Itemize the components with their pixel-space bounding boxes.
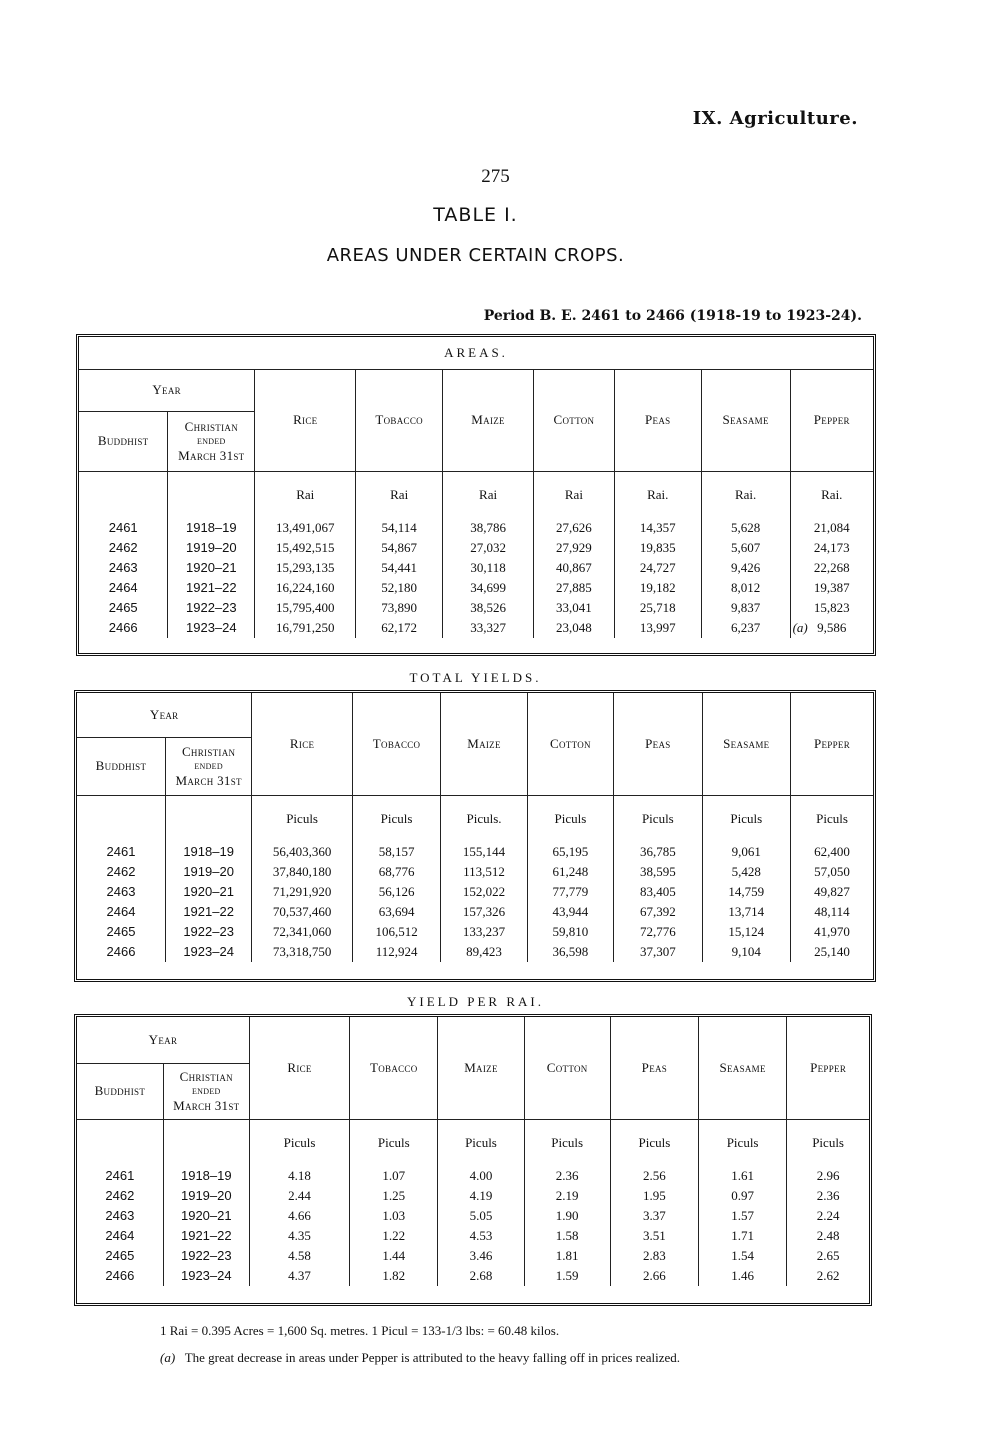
unit-cell: Piculs: [249, 1119, 349, 1166]
table-row: [77, 1206, 869, 1226]
table-subtitle: AREAS UNDER CERTAIN CROPS.: [326, 245, 625, 266]
value-cell: 4.19: [438, 1186, 524, 1206]
table-row: [77, 1186, 869, 1206]
value-cell: 89,423: [441, 942, 527, 962]
buddhist-year-cell: 2463: [79, 558, 168, 578]
value-cell: 3.51: [610, 1226, 698, 1246]
buddhist-year-cell: 2466: [77, 942, 165, 962]
value-cell: 2.36: [524, 1166, 610, 1186]
value-cell: 21,084: [813, 519, 850, 535]
value-cell: 112,924: [352, 942, 440, 962]
unit-cell: Piculs: [350, 1119, 438, 1166]
christian-header: [165, 737, 251, 795]
crop-header-rice: Rice: [252, 693, 353, 795]
christian-year-cell: 1923–24: [165, 942, 251, 962]
value-cell: 24,173: [813, 539, 850, 555]
buddhist-year-cell: 2466: [77, 1266, 163, 1286]
value-cell: 4.37: [249, 1266, 349, 1286]
value-cell: 6,237: [701, 618, 790, 638]
value-cell: 70,537,460: [252, 902, 353, 922]
christian-year-cell: 1918–19: [168, 518, 255, 538]
value-cell: 65,195: [527, 842, 613, 862]
crop-header-tobacco: Tobacco: [356, 369, 443, 471]
value-cell: 15,293,135: [255, 558, 356, 578]
value-cell: 3.46: [438, 1246, 524, 1266]
value-cell: 1.03: [350, 1206, 438, 1226]
yields-heading: TOTAL YIELDS.: [409, 670, 542, 685]
value-cell: 2.83: [610, 1246, 698, 1266]
value-cell: 57,050: [814, 863, 850, 879]
value-cell: 72,341,060: [252, 922, 353, 942]
value-cell: 1.82: [350, 1266, 438, 1286]
value-cell: 1.95: [610, 1186, 698, 1206]
buddhist-year-cell: 2464: [77, 902, 165, 922]
value-cell: 2.44: [249, 1186, 349, 1206]
value-cell: 15,492,515: [255, 538, 356, 558]
value-cell: 0.97: [699, 1186, 787, 1206]
buddhist-year-cell: 2461: [77, 842, 165, 862]
unit-cell: Piculs.: [441, 795, 527, 842]
buddhist-year-cell: 2461: [79, 518, 168, 538]
value-cell: 1.81: [524, 1246, 610, 1266]
year-header: Year: [77, 1017, 249, 1063]
christian-year-cell: 1920–21: [163, 1206, 249, 1226]
christian-header-line3: March 31st: [178, 447, 245, 463]
table-row: [79, 618, 873, 638]
table-row: [77, 942, 873, 962]
value-cell: 54,441: [356, 558, 443, 578]
value-cell: 56,403,360: [252, 842, 353, 862]
value-cell: 23,048: [534, 618, 615, 638]
value-cell: 25,140: [814, 943, 850, 959]
value-cell: 38,526: [443, 598, 534, 618]
value-cell: 61,248: [527, 862, 613, 882]
table-row: [77, 842, 873, 862]
value-cell: 13,491,067: [255, 518, 356, 538]
buddhist-year-cell: 2465: [77, 922, 165, 942]
value-cell: 37,840,180: [252, 862, 353, 882]
value-cell: 15,823: [813, 599, 850, 615]
areas-heading: AREAS.: [79, 337, 873, 369]
buddhist-year-cell: 2464: [77, 1226, 163, 1246]
value-cell: 4.18: [249, 1166, 349, 1186]
table-row: [77, 1246, 869, 1266]
value-cell: 62,400: [814, 843, 850, 859]
value-cell: 9,837: [701, 598, 790, 618]
value-cell: 2.65: [816, 1247, 840, 1263]
christian-header: [163, 1063, 249, 1119]
table-row: [77, 922, 873, 942]
per-rai-table: [77, 1017, 869, 1286]
crop-header-tobacco: Tobacco: [352, 693, 440, 795]
value-cell: 9,061: [702, 842, 790, 862]
per-rai-heading: YIELD PER RAI.: [407, 994, 544, 1009]
value-cell: 77,779: [527, 882, 613, 902]
value-cell: 2.68: [438, 1266, 524, 1286]
value-cell: 19,182: [614, 578, 701, 598]
christian-year-cell: 1921–22: [168, 578, 255, 598]
christian-header-line3: March 31st: [173, 1097, 240, 1113]
crop-header-pepper: Pepper: [787, 1017, 869, 1119]
crop-header-maize: Maize: [443, 369, 534, 471]
christian-header-line2: ended: [194, 759, 223, 772]
value-cell: 73,318,750: [252, 942, 353, 962]
value-cell: 14,759: [702, 882, 790, 902]
value-cell: 38,595: [614, 862, 702, 882]
crop-header-seasame: Seasame: [701, 369, 790, 471]
christian-year-cell: 1922–23: [168, 598, 255, 618]
value-cell: 38,786: [443, 518, 534, 538]
unit-cell: Piculs: [352, 795, 440, 842]
crop-header-cotton: Cotton: [524, 1017, 610, 1119]
buddhist-year-cell: 2465: [77, 1246, 163, 1266]
unit-cell: Rai: [356, 471, 443, 518]
crop-header-rice: Rice: [255, 369, 356, 471]
value-cell: 9,426: [701, 558, 790, 578]
value-cell: 4.58: [249, 1246, 349, 1266]
table-row: [77, 902, 873, 922]
buddhist-year-cell: 2463: [77, 1206, 163, 1226]
value-cell: 67,392: [614, 902, 702, 922]
value-cell: 133,237: [441, 922, 527, 942]
value-cell: 155,144: [441, 842, 527, 862]
value-cell: 49,827: [814, 883, 850, 899]
value-cell: 73,890: [356, 598, 443, 618]
value-cell: 68,776: [352, 862, 440, 882]
christian-header-line1: Christian: [179, 1068, 233, 1084]
crop-header-cotton: Cotton: [534, 369, 615, 471]
table-row: [77, 1166, 869, 1186]
value-cell: 15,124: [702, 922, 790, 942]
value-cell: 1.57: [699, 1206, 787, 1226]
value-cell: 59,810: [527, 922, 613, 942]
value-cell: 41,970: [814, 923, 850, 939]
per-rai-table-frame: [74, 1014, 872, 1306]
christian-year-cell: 1921–22: [163, 1226, 249, 1246]
value-cell: 48,114: [814, 903, 850, 919]
value-cell: 54,867: [356, 538, 443, 558]
unit-cell: Rai.: [821, 486, 843, 502]
christian-year-cell: 1923–24: [168, 618, 255, 638]
value-cell: 1.22: [350, 1226, 438, 1246]
value-cell: 56,126: [352, 882, 440, 902]
christian-year-cell: 1922–23: [163, 1246, 249, 1266]
value-cell: 14,357: [614, 518, 701, 538]
unit-cell: Piculs: [610, 1119, 698, 1166]
unit-cell: Rai: [255, 471, 356, 518]
christian-year-cell: 1919–20: [168, 538, 255, 558]
crop-header-seasame: Seasame: [699, 1017, 787, 1119]
value-cell: 27,626: [534, 518, 615, 538]
value-cell: 83,405: [614, 882, 702, 902]
christian-header-line1: Christian: [184, 418, 238, 434]
christian-header: [168, 411, 255, 471]
table-title: TABLE I.: [433, 204, 518, 226]
value-cell: 1.90: [524, 1206, 610, 1226]
table-row: [79, 598, 873, 618]
crop-header-tobacco: Tobacco: [350, 1017, 438, 1119]
value-cell: 27,885: [534, 578, 615, 598]
value-cell: 1.71: [699, 1226, 787, 1246]
table-row: [77, 862, 873, 882]
value-cell: 40,867: [534, 558, 615, 578]
christian-year-cell: 1923–24: [163, 1266, 249, 1286]
buddhist-year-cell: 2462: [79, 538, 168, 558]
crop-header-maize: Maize: [441, 693, 527, 795]
christian-year-cell: 1921–22: [165, 902, 251, 922]
crop-header-seasame: Seasame: [702, 693, 790, 795]
year-header: Year: [77, 693, 252, 737]
table-row: [77, 1266, 869, 1286]
value-cell: 9,104: [702, 942, 790, 962]
value-cell: 5.05: [438, 1206, 524, 1226]
unit-cell: Rai: [534, 471, 615, 518]
value-cell: 58,157: [352, 842, 440, 862]
buddhist-header: Buddhist: [77, 1063, 163, 1119]
unit-cell: Piculs: [527, 795, 613, 842]
christian-header-line2: ended: [197, 434, 226, 447]
value-cell: 72,776: [614, 922, 702, 942]
value-cell: 22,268: [813, 559, 850, 575]
unit-cell: Piculs: [438, 1119, 524, 1166]
christian-year-cell: 1922–23: [165, 922, 251, 942]
value-cell: 27,929: [534, 538, 615, 558]
value-cell: 2.96: [816, 1167, 840, 1183]
buddhist-header: Buddhist: [77, 737, 165, 795]
crop-header-pepper: Pepper: [790, 369, 873, 471]
buddhist-year-cell: 2466: [79, 618, 168, 638]
value-cell: 2.36: [816, 1187, 840, 1203]
yields-table: [77, 693, 873, 962]
value-cell: 113,512: [441, 862, 527, 882]
value-cell: 63,694: [352, 902, 440, 922]
value-cell: 37,307: [614, 942, 702, 962]
yields-table-frame: [74, 690, 876, 982]
buddhist-year-cell: 2465: [79, 598, 168, 618]
areas-table: [79, 337, 873, 638]
value-cell: 1.61: [699, 1166, 787, 1186]
value-cell: 157,326: [441, 902, 527, 922]
unit-cell: Rai: [443, 471, 534, 518]
value-cell: 2.56: [610, 1166, 698, 1186]
unit-cell: Piculs: [812, 1134, 844, 1150]
value-cell: 25,718: [614, 598, 701, 618]
value-cell: 13,714: [702, 902, 790, 922]
footnote-ref-mark: (a): [792, 619, 808, 635]
value-cell: 4.35: [249, 1226, 349, 1246]
value-cell: 43,944: [527, 902, 613, 922]
pepper-footnote: [160, 1350, 680, 1366]
value-cell: 4.53: [438, 1226, 524, 1246]
buddhist-header: Buddhist: [79, 411, 168, 471]
value-cell: 15,795,400: [255, 598, 356, 618]
period-line: Period B. E. 2461 to 2466 (1918-19 to 1923-24).: [483, 308, 862, 324]
value-cell: 19,835: [614, 538, 701, 558]
value-cell: 1.59: [524, 1266, 610, 1286]
page-number: 275: [481, 166, 510, 187]
value-cell: 5,428: [702, 862, 790, 882]
value-cell: 36,785: [614, 842, 702, 862]
value-cell: 152,022: [441, 882, 527, 902]
buddhist-year-cell: 2464: [79, 578, 168, 598]
table-row: [79, 578, 873, 598]
christian-header-line2: ended: [192, 1084, 221, 1097]
buddhist-year-cell: 2461: [77, 1166, 163, 1186]
unit-cell: Piculs: [524, 1119, 610, 1166]
value-cell: 62,172: [356, 618, 443, 638]
table-row: [79, 538, 873, 558]
footnote-text: The great decrease in areas under Pepper is attributed to the heavy falling off in prices realized.: [184, 1350, 681, 1365]
table-row: [77, 1226, 869, 1246]
value-cell: 30,118: [443, 558, 534, 578]
value-cell: 52,180: [356, 578, 443, 598]
value-cell: 1.44: [350, 1246, 438, 1266]
christian-year-cell: 1919–20: [163, 1186, 249, 1206]
unit-cell: Piculs: [699, 1119, 787, 1166]
value-cell: 19,387: [813, 579, 850, 595]
value-cell: 1.54: [699, 1246, 787, 1266]
value-cell: [790, 618, 873, 638]
buddhist-year-cell: 2463: [77, 882, 165, 902]
value-cell: 34,699: [443, 578, 534, 598]
christian-year-cell: 1918–19: [163, 1166, 249, 1186]
year-header: Year: [79, 369, 255, 411]
value-cell: 36,598: [527, 942, 613, 962]
crop-header-peas: Peas: [610, 1017, 698, 1119]
value-cell: 2.24: [816, 1207, 840, 1223]
value-cell: 1.58: [524, 1226, 610, 1246]
buddhist-year-cell: 2462: [77, 1186, 163, 1206]
christian-year-cell: 1920–21: [168, 558, 255, 578]
crop-header-peas: Peas: [614, 693, 702, 795]
buddhist-year-cell: 2462: [77, 862, 165, 882]
value-cell: 33,041: [534, 598, 615, 618]
value-cell: 1.46: [699, 1266, 787, 1286]
unit-cell: Piculs: [702, 795, 790, 842]
value-text: 9,586: [817, 619, 847, 635]
table-row: [77, 882, 873, 902]
conversion-footnote: 1 Rai = 0.395 Acres = 1,600 Sq. metres. 1 Picul = 133-1/3 lbs: = 60.48 kilos.: [160, 1323, 560, 1338]
christian-year-cell: 1920–21: [165, 882, 251, 902]
value-cell: 24,727: [614, 558, 701, 578]
unit-cell: Piculs: [614, 795, 702, 842]
unit-cell: Piculs: [816, 810, 848, 826]
value-cell: 71,291,920: [252, 882, 353, 902]
table-row: [79, 558, 873, 578]
areas-table-frame: [76, 334, 876, 656]
value-cell: 1.07: [350, 1166, 438, 1186]
christian-header-line3: March 31st: [175, 772, 242, 788]
christian-year-cell: 1918–19: [165, 842, 251, 862]
value-cell: 4.00: [438, 1166, 524, 1186]
footnote-mark: (a): [160, 1350, 176, 1365]
crop-header-cotton: Cotton: [527, 693, 613, 795]
value-cell: 5,628: [701, 518, 790, 538]
value-cell: 16,224,160: [255, 578, 356, 598]
crop-header-pepper: Pepper: [791, 693, 873, 795]
value-cell: 2.66: [610, 1266, 698, 1286]
value-cell: 2.19: [524, 1186, 610, 1206]
unit-cell: Rai.: [614, 471, 701, 518]
value-cell: 33,327: [443, 618, 534, 638]
table-row: [79, 518, 873, 538]
value-cell: 3.37: [610, 1206, 698, 1226]
value-cell: 8,012: [701, 578, 790, 598]
value-cell: 13,997: [614, 618, 701, 638]
value-cell: 106,512: [352, 922, 440, 942]
value-cell: 5,607: [701, 538, 790, 558]
crop-header-rice: Rice: [249, 1017, 349, 1119]
christian-header-line1: Christian: [181, 743, 236, 759]
value-cell: 2.62: [816, 1267, 840, 1283]
crop-header-peas: Peas: [614, 369, 701, 471]
value-cell: 27,032: [443, 538, 534, 558]
unit-cell: Rai.: [701, 471, 790, 518]
christian-year-cell: 1919–20: [165, 862, 251, 882]
unit-cell: Piculs: [252, 795, 353, 842]
value-cell: 16,791,250: [255, 618, 356, 638]
section-heading: IX. Agriculture.: [692, 108, 858, 129]
value-cell: 1.25: [350, 1186, 438, 1206]
crop-header-maize: Maize: [438, 1017, 524, 1119]
value-cell: 2.48: [816, 1227, 840, 1243]
value-cell: 4.66: [249, 1206, 349, 1226]
value-cell: 54,114: [356, 518, 443, 538]
